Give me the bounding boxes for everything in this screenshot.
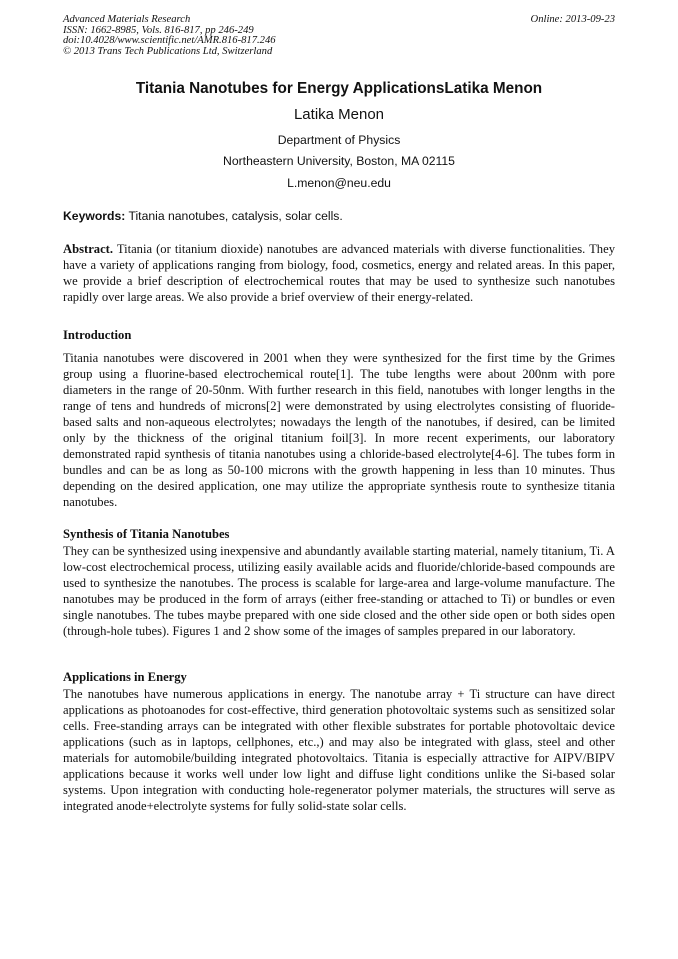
introduction-text: Titania nanotubes were discovered in 2001 when they were synthesized for the first time by the Grimes group using a fluorine-based electrochemical route[1]. The tube lengths were about 200nm with pore diameters in the range of 20-50nm. With further research in this field, nanotubes with longer lengths in the range of tens and hundreds of microns[2] were demonstrated by using electrolytes consisting of fluoride-based salts and non-aqueous electrolytes; nowadays the length of the nanotubes, if desired, can be limited only by the thickness of the original titanium foil[3]. In more recent experiments, our laboratory demonstrated rapid synthesis of titania nanotubes using a chloride-based electrolyte[4-6]. The tubes form in bundles and can be as long as 50-100 microns with the growth happening in less than 10 minutes. Thus depending on the desired application, one may utilize the appropriate synthesis route to synthesize titania nanotubes. (63, 351, 615, 510)
doi-line: doi:10.4028/www.scientific.net/AMR.816-817.246 (63, 35, 276, 47)
keywords (63, 209, 615, 223)
author-email: L.menon@neu.edu (287, 176, 391, 190)
keywords-text: Titania nanotubes, catalysis, solar cells. (128, 209, 343, 223)
journal-name: Advanced Materials Research (63, 14, 191, 25)
synthesis-text: They can be synthesized using inexpensive and abundantly available starting material, namely titanium, Ti. A low-cost electrochemical process, utilizing easily available acids and fluoride/chloride-based compounds are used to synthesize the nanotubes. The process is scalable for large-area and large-volume manufacture. The nanotubes may be produced in the form of arrays (either free-standing or attached to Ti) or bundles or even single nanotubes. The tubes maybe prepared with one side closed and the other side open or both sides open (through-hole tubes). Figures 1 and 2 show some of the images of samples prepared in our laboratory. (63, 544, 615, 639)
paper-title: Titania Nanotubes for Energy ApplicationsLatika Menon (135, 80, 543, 97)
affiliation-department: Department of Physics (277, 133, 401, 147)
energy-heading: Applications in Energy (63, 670, 187, 684)
synthesis-heading: Synthesis of Titania Nanotubes (63, 527, 230, 541)
abstract-label: Abstract. (63, 242, 114, 256)
abstract (63, 241, 615, 305)
running-header (63, 15, 615, 57)
introduction-body (63, 350, 615, 510)
affiliation-university: Northeastern University, Boston, MA 02115 (223, 154, 455, 168)
issn-line: ISSN: 1662-8985, Vols. 816-817, pp 246-249 (63, 24, 254, 36)
introduction-heading: Introduction (63, 328, 132, 342)
online-date: Online: 2013-09-23 (530, 14, 615, 25)
synthesis-body (63, 543, 615, 639)
energy-text: The nanotubes have numerous applications in energy. The nanotube array + Ti structure can have direct applications as photoanodes for cost-effective, third generation photovoltaic systems such as sensitized solar cells. Free-standing arrays can be integrated with other flexible substrates for portable photovoltaic device applications (such as in laptops, cellphones, etc.,) and may also be integrated with glass, steel and other materials for automobile/building integrated photovoltaics. Titania is especially attractive for AIPV/BIPV applications because it works well under low light and diffuse light conditions unlike the Si-based solar systems. Upon integration with conducting hole-regenerator polymer materials, the structures will serve as integrated anode+electrolyte systems for fully solid-state solar cells. (63, 687, 615, 814)
energy-body (63, 686, 615, 814)
copyright-line: © 2013 Trans Tech Publications Ltd, Switzerland (63, 45, 273, 57)
keywords-label: Keywords: (63, 209, 126, 223)
author-name: Latika Menon (293, 106, 385, 123)
abstract-text: Titania (or titanium dioxide) nanotubes are advanced materials with diverse functionalities. They have a variety of applications ranging from biology, food, cosmetics, energy and related areas. In this paper, we provide a brief description of electrochemical routes that may be used to synthesize such nanotubes rapidly over large areas. We also provide a brief overview of their energy-related. (63, 242, 615, 305)
